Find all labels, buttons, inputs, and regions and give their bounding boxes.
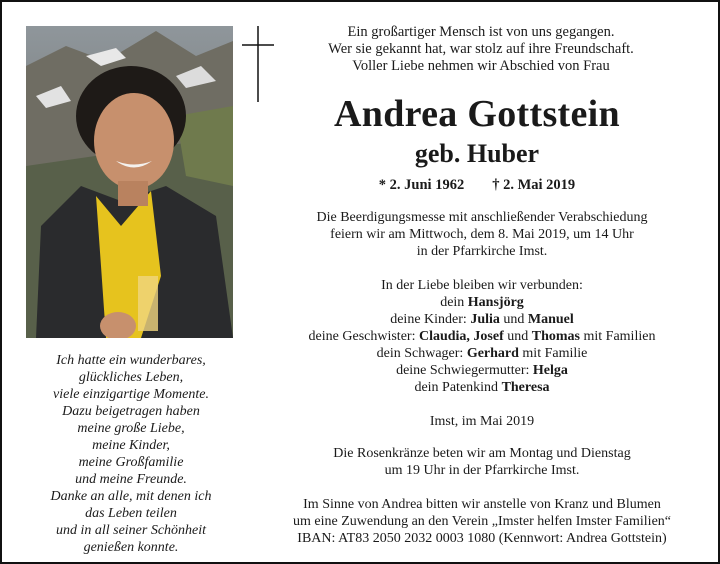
intro-line: Voller Liebe nehmen wir Abschied von Frau xyxy=(352,58,610,74)
portrait-photo xyxy=(26,26,233,338)
family-siblings: deine Geschwister: Claudia, Josef und Thomas mit Familien xyxy=(308,329,656,344)
family-children: deine Kinder: Julia und Manuel xyxy=(390,312,574,327)
poem-line: Ich hatte ein wunderbares, xyxy=(56,353,206,368)
poem-line: meine Großfamilie xyxy=(78,455,184,470)
deceased-name: Andrea Gottstein xyxy=(334,93,620,135)
poem-line: Danke an alle, mit denen ich xyxy=(50,489,212,504)
life-dates xyxy=(292,177,662,194)
rosary-line: Die Rosenkränze beten wir am Montag und Dienstag xyxy=(333,446,631,461)
poem-line: Dazu beigetragen haben xyxy=(62,404,200,419)
family-intro: In der Liebe bleiben wir verbunden: xyxy=(381,278,583,293)
donation-info xyxy=(252,496,712,547)
poem xyxy=(16,352,246,556)
death-date: † 2. Mai 2019 xyxy=(492,177,576,193)
family-list xyxy=(252,277,712,396)
funeral-line: feiern wir am Mittwoch, dem 8. Mai 2019, um 14 Uhr xyxy=(330,227,634,242)
funeral-line: Die Beerdigungsmesse mit anschließender Verabschiedung xyxy=(316,210,648,225)
donation-iban: IBAN: AT83 2050 2032 0003 1080 (Kennwort: Andrea Gottstein) xyxy=(297,531,667,546)
rosary-info xyxy=(252,445,712,479)
family-mother-in-law: deine Schwiegermutter: Helga xyxy=(396,363,568,378)
family-godchild: dein Patenkind Theresa xyxy=(414,380,550,395)
donation-line: um eine Zuwendung an den Verein „Imster helfen Imster Familien“ xyxy=(292,514,671,529)
poem-line: glückliches Leben, xyxy=(78,370,184,385)
rosary-line: um 19 Uhr in der Pfarrkirche Imst. xyxy=(384,463,580,478)
donation-line: Im Sinne von Andrea bitten wir anstelle von Kranz und Blumen xyxy=(303,497,661,512)
poem-line: meine große Liebe, xyxy=(77,421,185,436)
intro-line: Ein großartiger Mensch ist von uns gegangen. xyxy=(347,24,615,40)
birth-date: * 2. Juni 1962 xyxy=(378,177,465,193)
poem-line: und in all seiner Schönheit xyxy=(55,523,207,538)
poem-line: meine Kinder, xyxy=(92,438,170,453)
family-husband: dein Hansjörg xyxy=(440,295,524,310)
portrait-image xyxy=(26,26,233,338)
funeral-info xyxy=(252,209,712,260)
intro-text xyxy=(286,24,676,75)
funeral-line: in der Pfarrkirche Imst. xyxy=(416,244,548,259)
poem-line: genießen konnte. xyxy=(83,540,179,555)
maiden-name: geb. Huber xyxy=(414,139,540,168)
intro-line: Wer sie gekannt hat, war stolz auf ihre Freundschaft. xyxy=(328,41,634,57)
poem-line: viele einzigartige Momente. xyxy=(53,387,209,402)
cross-icon xyxy=(242,26,274,102)
poem-line: und meine Freunde. xyxy=(75,472,187,487)
poem-line: das Leben teilen xyxy=(85,506,177,521)
family-brother-in-law: dein Schwager: Gerhard mit Familie xyxy=(376,346,588,361)
place-date: Imst, im Mai 2019 xyxy=(429,414,535,429)
